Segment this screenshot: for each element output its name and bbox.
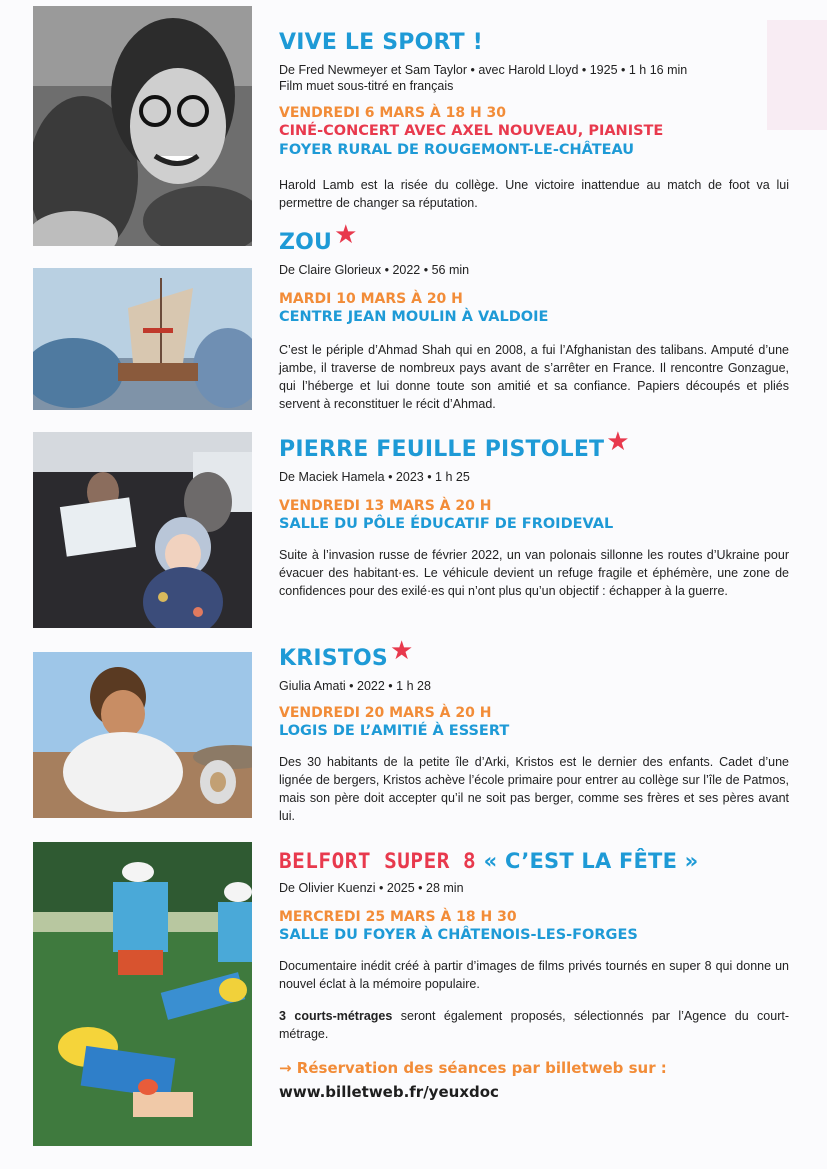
film-credits: Giulia Amati • 2022 • 1 h 28 — [279, 679, 431, 693]
photo-vive-le-sport — [33, 6, 252, 246]
shorts-note-text: seront également proposés, sélectionnés par l’Agence du court-métrage. — [279, 1009, 790, 1041]
reservation-link[interactable]: www.billetweb.fr/yeuxdoc — [279, 1083, 499, 1101]
belfort-super-8-logo-text: BELFORT SUPER 8 — [279, 849, 477, 873]
film-entry-belfort-super-8 — [279, 848, 789, 1101]
star-icon: ★ — [334, 220, 358, 250]
photo-belfort-super-8 — [33, 842, 252, 1146]
film-credits: De Maciek Hamela • 2023 • 1 h 25 — [279, 470, 470, 484]
film-description: C’est le périple d’Ahmad Shah qui en 2008, a fui l’Afghanistan des talibans. Amputé d’une jambe, il traverse de nombreux pays avant de s’arrêter en France. Il rencontre Gonzague, qui l’héberge et lui donne toute son amitié et sa confiance. Papiers découpés et pliés servent à reconstituer le récit d’Ahmad. — [279, 343, 789, 411]
screening-venue: LOGIS DE L’AMITIÉ À ESSERT — [279, 723, 510, 739]
reservation-text: → Réservation des séances par billetweb sur : — [279, 1059, 667, 1077]
film-subtitle-note: Film muet sous-titré en français — [279, 79, 454, 93]
photo-zou — [33, 268, 252, 410]
film-title: « C’EST LA FÊTE » — [483, 849, 699, 873]
screening-extra: CINÉ-CONCERT AVEC AXEL NOUVEAU, PIANISTE — [279, 123, 664, 139]
shorts-note — [279, 1007, 789, 1043]
film-description: Harold Lamb est la risée du collège. Une victoire inattendue au match de foot va lui permettre de changer sa réputation. — [279, 178, 789, 210]
film-title: PIERRE FEUILLE PISTOLET — [279, 437, 605, 462]
screening-date: MARDI 10 MARS À 20 H — [279, 291, 463, 307]
film-title-row — [279, 848, 789, 874]
screening-date: MERCREDI 25 MARS À 18 H 30 — [279, 909, 517, 925]
film-description: Suite à l’invasion russe de février 2022, un van polonais sillonne les routes d’Ukraine pour évacuer des habitant·es. Le véhicule devient un refuge fragile et éphémère, une zone de confidences pour des exilé·es qui n’ont plus qu’un objectif : échapper à la guerre. — [279, 548, 789, 598]
film-entry-vive-le-sport — [279, 30, 789, 212]
film-title: KRISTOS — [279, 646, 388, 671]
film-credits: De Fred Newmeyer et Sam Taylor • avec Harold Lloyd • 1925 • 1 h 16 min — [279, 63, 688, 77]
film-description: Documentaire inédit créé à partir d’images de films privés tournés en super 8 qui donne un nouvel éclat à la mémoire populaire. — [279, 959, 789, 991]
screening-venue: FOYER RURAL DE ROUGEMONT-LE-CHÂTEAU — [279, 142, 635, 158]
screening-date: VENDREDI 13 MARS À 20 H — [279, 498, 492, 514]
film-credits: De Olivier Kuenzi • 2025 • 28 min — [279, 881, 464, 895]
film-title: ZOU — [279, 230, 333, 255]
star-icon: ★ — [606, 427, 630, 457]
film-title-row — [279, 636, 789, 672]
film-entry-pierre-feuille-pistolet — [279, 427, 789, 600]
screening-venue: CENTRE JEAN MOULIN À VALDOIE — [279, 309, 549, 325]
film-entry-kristos — [279, 636, 789, 825]
film-title: VIVE LE SPORT ! — [279, 30, 483, 55]
shorts-note-bold: 3 courts-métrages — [279, 1009, 393, 1023]
screening-date: VENDREDI 6 MARS À 18 H 30 — [279, 105, 507, 121]
film-description: Des 30 habitants de la petite île d’Arki, Kristos est le dernier des enfants. Cadet d’une lignée de bergers, Kristos achève l’école primaire pour entrer au collège sur l’île de Patmos, mais son père doit accepter qu’il ne soit pas berger, comme ses frères et ses pères avant lui. — [279, 755, 789, 823]
film-title-row — [279, 220, 789, 256]
photo-kristos — [33, 652, 252, 818]
screening-venue: SALLE DU PÔLE ÉDUCATIF DE FROIDEVAL — [279, 516, 614, 532]
photo-pierre-feuille-pistolet — [33, 432, 252, 628]
film-credits: De Claire Glorieux • 2022 • 56 min — [279, 263, 470, 277]
film-title-row — [279, 427, 789, 463]
screening-venue: SALLE DU FOYER À CHÂTENOIS-LES-FORGES — [279, 927, 638, 943]
film-entry-zou — [279, 220, 789, 413]
screening-date: VENDREDI 20 MARS À 20 H — [279, 705, 492, 721]
star-icon: ★ — [389, 636, 414, 666]
